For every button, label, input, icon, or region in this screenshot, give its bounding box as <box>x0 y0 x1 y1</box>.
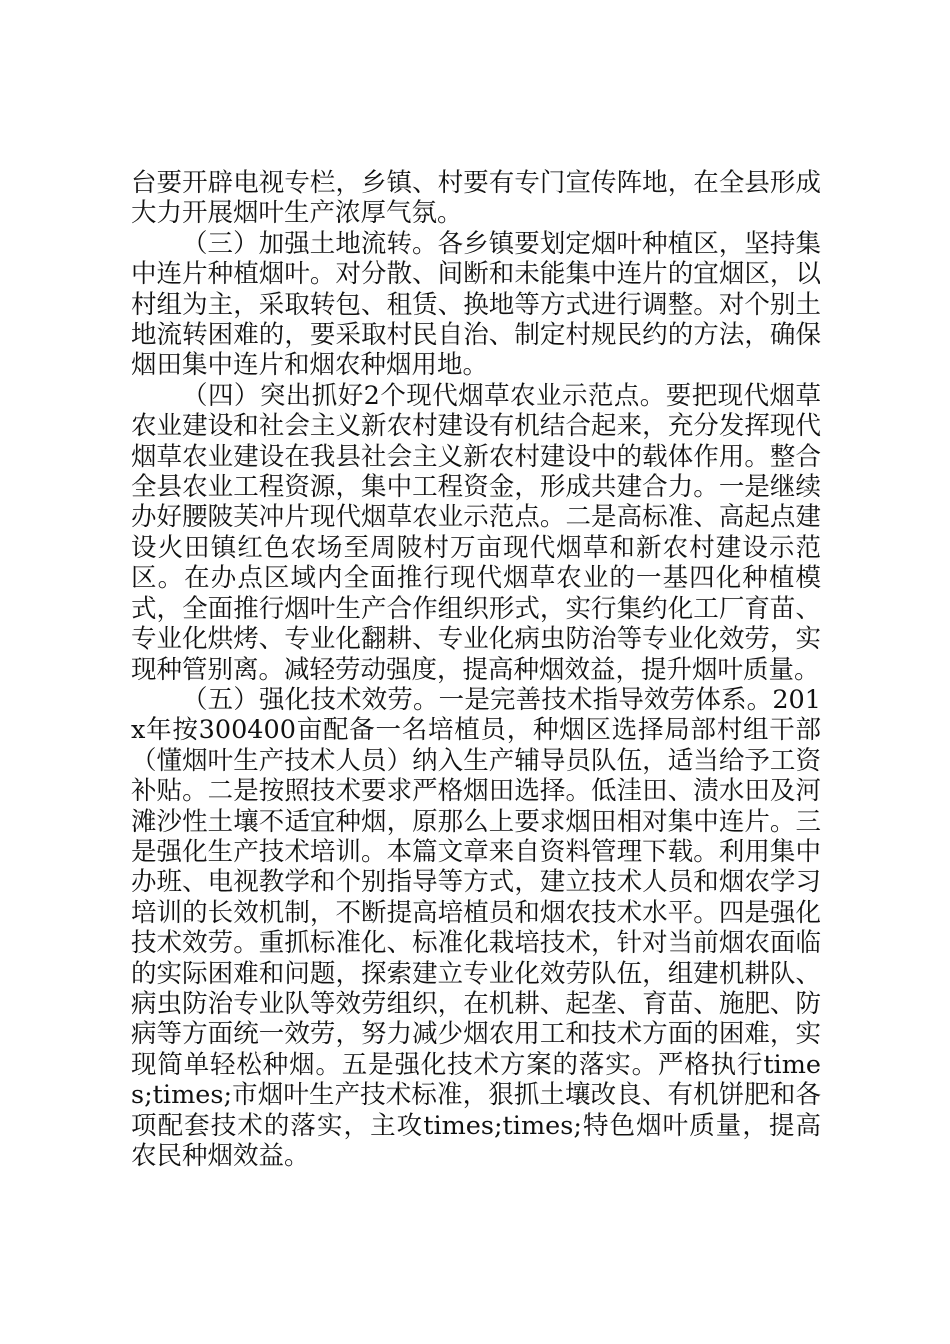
paragraph-demonstration-sites: （四）突出抓好2个现代烟草农业示范点。要把现代烟草农业建设和社会主义新农村建设有机结合起来，充分发挥现代烟草农业建设在我县社会主义新农村建设中的载体作用。整合全县农业工程资源，集中工程资金，形成共建合力。一是继续办好腰陂芙冲片现代烟草农业示范点。二是高标准、高起点建设火田镇红色农场至周陂村万亩现代烟草和新农村建设示范区。在办点区域内全面推行现代烟草农业的一基四化种植模式，全面推行烟叶生产合作组织形式，实行集约化工厂育苗、专业化烘烤、专业化翻耕、专业化病虫防治等专业化效劳，实现种管别离。减轻劳动强度，提高种烟效益，提升烟叶质量。 <box>131 380 821 685</box>
paragraph-continuation: 台要开辟电视专栏，乡镇、村要有专门宣传阵地，在全县形成大力开展烟叶生产浓厚气氛。 <box>131 168 821 229</box>
paragraph-land-transfer: （三）加强土地流转。各乡镇要划定烟叶种植区，坚持集中连片种植烟叶。对分散、间断和未能集中连片的宜烟区，以村组为主，采取转包、租赁、换地等方式进行调整。对个别土地流转困难的，要采取村民自治、制定村规民约的方法，确保烟田集中连片和烟农种烟用地。 <box>131 228 821 381</box>
paragraph-technical-service: （五）强化技术效劳。一是完善技术指导效劳体系。201x年按300400亩配备一名培植员，种烟区选择局部村组干部（懂烟叶生产技术人员）纳入生产辅导员队伍，适当给予工资补贴。二是按照技术要求严格烟田选择。低洼田、渍水田及河滩沙性土壤不适宜种烟，原那么上要求烟田相对集中连片。三是强化生产技术培训。本篇文章来自资料管理下载。利用集中办班、电视教学和个别指导等方式，建立技术人员和烟农学习培训的长效机制，不断提高培植员和烟农技术水平。四是强化技术效劳。重抓标准化、标准化栽培技术，针对当前烟农面临的实际困难和问题，探索建立专业化效劳队伍，组建机耕队、病虫防治专业队等效劳组织，在机耕、起垄、育苗、施肥、防病等方面统一效劳，努力减少烟农用工和技术方面的困难，实现简单轻松种烟。五是强化技术方案的落实。严格执行times;times;市烟叶生产技术标准，狠抓土壤改良、有机饼肥和各项配套技术的落实，主攻times;times;特色烟叶质量，提高农民种烟效益。 <box>131 684 821 1171</box>
document-body <box>131 168 821 1171</box>
